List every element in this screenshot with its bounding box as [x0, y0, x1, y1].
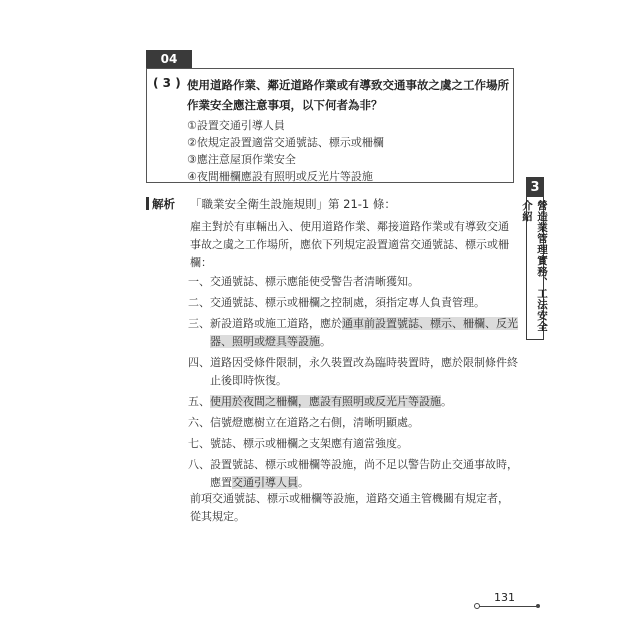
list-item-number: 二、 [188, 296, 210, 309]
list-item-text: 使用於夜間之柵欄，應設有照明或反光片等設施。 [210, 395, 452, 408]
list-item-text: 道路因受條件限制，永久裝置改為臨時裝置時，應於限制條件終止後即時恢復。 [210, 356, 518, 387]
question-number-tag: 04 [146, 50, 192, 68]
list-item-number: 三、 [188, 317, 210, 330]
list-item-text: 信號燈應樹立在道路之右側，清晰明顯處。 [210, 416, 419, 429]
option-3: ③應注意屋頂作業安全 [187, 153, 296, 166]
option-4: ④夜間柵欄應設有照明或反光片等設施 [187, 170, 373, 183]
list-item-text: 交通號誌、標示或柵欄之控制處，須指定專人負責管理。 [210, 296, 485, 309]
list-item-text: 新設道路或施工道路，應於通車前設置號誌、標示、柵欄、反光器、照明或燈具等設施。 [210, 317, 518, 348]
list-item-number: 六、 [188, 416, 210, 429]
solution-label: 解析 [152, 197, 175, 211]
highlight: 使用於夜間之柵欄，應設有照明或反光片等設施 [210, 395, 441, 408]
solution-marker-bar [146, 197, 149, 210]
chapter-number-tab: 3 [526, 177, 544, 197]
footer-ornament-dot [536, 604, 540, 608]
solution-intro: 雇主對於有車輛出入、使用道路作業、鄰接道路作業或有導致交通事故之虞之工作場所，應依下列規定設置適當交通號誌、標示或柵欄： [190, 220, 509, 269]
solution-outro: 前項交通號誌、標示或柵欄等設施，道路交通主管機關有規定者，從其規定。 [190, 492, 509, 523]
chapter-title-tab: 營造業管理實務、工法安全介紹 [526, 197, 544, 340]
question-stem: 使用道路作業、鄰近道路作業或有導致交通事故之虞之工作場所作業安全應注意事項，以下何者為非？ [187, 78, 509, 112]
answer-marker: ( 3 ) [153, 76, 181, 90]
list-item-text: 交通號誌、標示應能使受警告者清晰獲知。 [210, 275, 419, 288]
list-item-number: 八、 [188, 458, 210, 471]
solution-list [188, 273, 518, 495]
highlight: 通車前設置號誌、標示、柵欄、反光器、照明或燈具等設施 [210, 317, 518, 348]
list-item-number: 五、 [188, 395, 210, 408]
list-item [188, 414, 518, 432]
list-item-number: 四、 [188, 356, 210, 369]
option-2: ②依規定設置適當交通號誌、標示或柵欄 [187, 136, 384, 149]
list-item [188, 315, 518, 351]
option-list [187, 117, 384, 185]
list-item-number: 一、 [188, 275, 210, 288]
list-item-number: 七、 [188, 437, 210, 450]
list-item [188, 435, 518, 453]
list-item [188, 273, 518, 291]
list-item-text: 設置號誌、標示或柵欄等設施，尚不足以警告防止交通事故時，應置交通引導人員。 [210, 458, 518, 489]
highlight: 交通引導人員 [232, 476, 298, 489]
page-number: 131 [494, 591, 515, 604]
list-item [188, 456, 518, 492]
option-1: ①設置交通引導人員 [187, 119, 285, 132]
question-box [146, 68, 514, 183]
footer-rule [478, 606, 538, 607]
list-item-text: 號誌、標示或柵欄之支架應有適當強度。 [210, 437, 408, 450]
list-item [188, 393, 518, 411]
list-item [188, 294, 518, 312]
footer-ornament-circle [474, 603, 480, 609]
solution-title: 「職業安全衛生設施規則」第 21-1 條： [190, 197, 396, 211]
list-item [188, 354, 518, 390]
